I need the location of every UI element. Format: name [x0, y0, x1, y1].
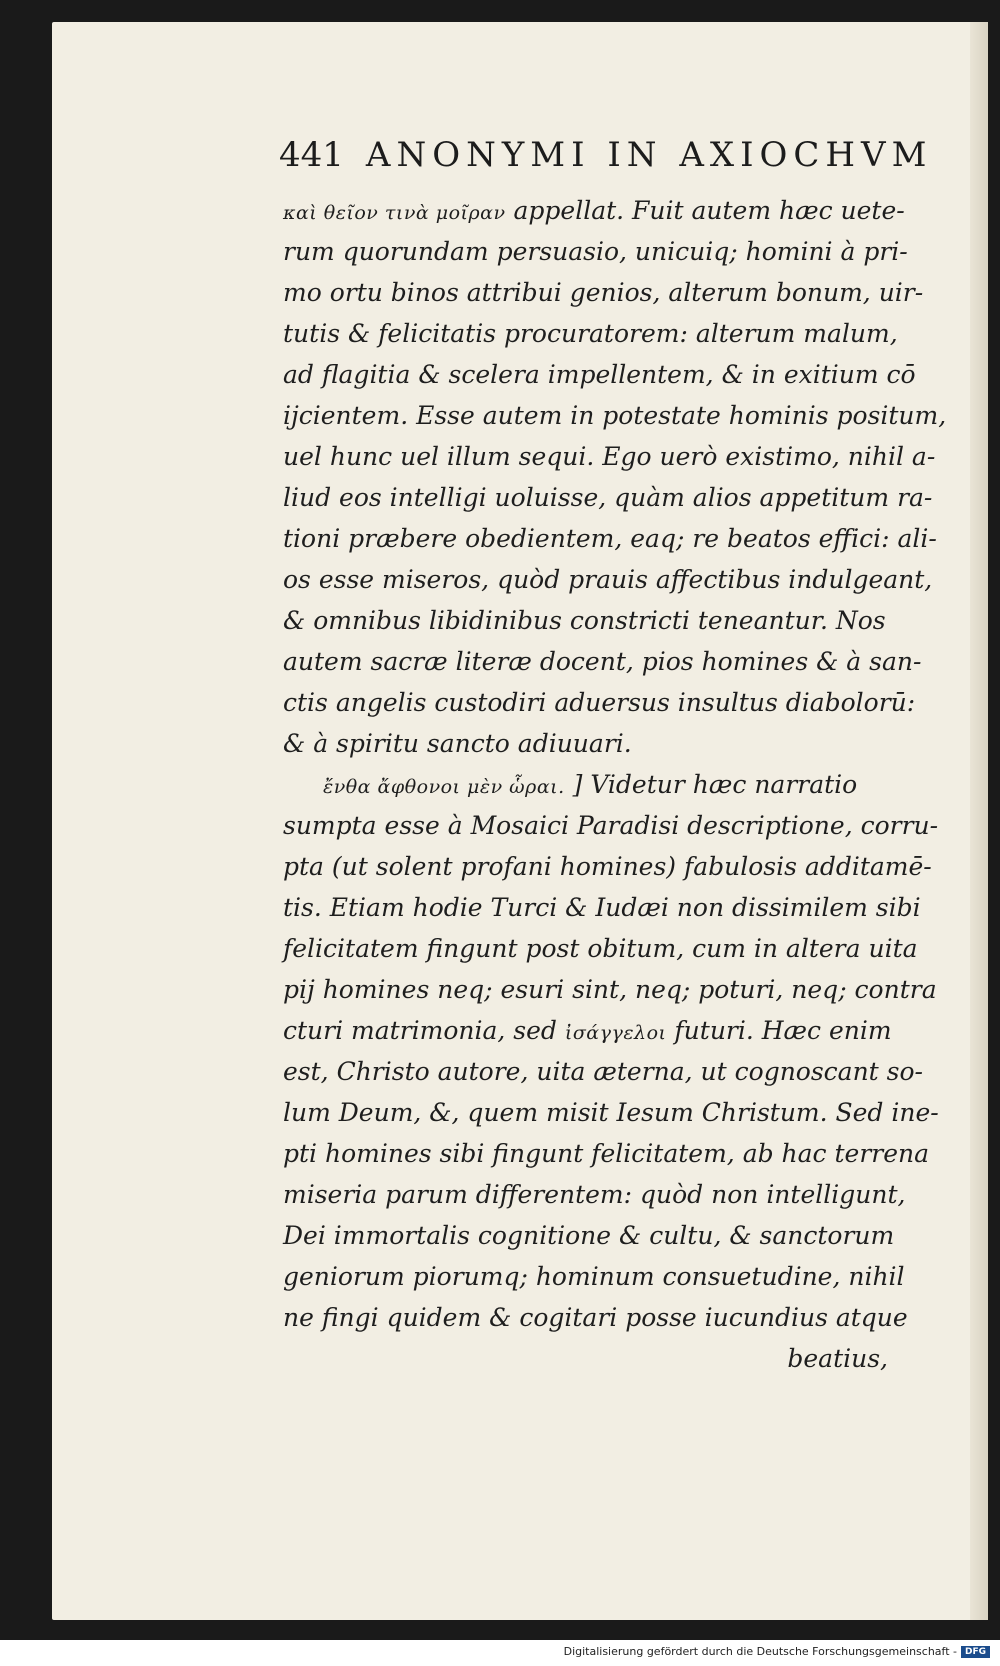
latin-text: rum quorundam persuasio, unicuiq; homini à pri- — [283, 237, 908, 266]
latin-text: pta (ut solent profani homines) fabulosis additamē- — [283, 852, 932, 881]
latin-text: geniorum piorumq; hominum consuetudine, nihil — [283, 1262, 905, 1291]
dfg-logo: DFG — [961, 1646, 990, 1658]
latin-text: felicitatem fingunt post obitum, cum in altera uita — [283, 934, 918, 963]
latin-text: pti homines sibi fingunt felicitatem, ab hac terrena — [283, 1139, 930, 1168]
text-line — [283, 1215, 923, 1256]
latin-text: tioni præbere obedientem, eaq; re beatos effici: ali- — [283, 524, 937, 553]
latin-text: tis. Etiam hodie Turci & Iudæi non dissimilem sibi — [283, 893, 921, 922]
latin-text: tutis & felicitatis procuratorem: alterum malum, — [283, 319, 898, 348]
text-line — [283, 846, 932, 887]
text-line — [283, 641, 923, 682]
latin-text: ] Videtur hæc narratio — [564, 770, 858, 799]
text-line — [283, 1051, 923, 1092]
latin-text: os esse miseros, quòd prauis affectibus indulgeant, — [283, 565, 933, 594]
text-line — [283, 1092, 939, 1133]
text-block — [283, 190, 947, 1379]
text-line — [283, 477, 933, 518]
text-line — [283, 969, 937, 1010]
latin-text: futuri. Hæc enim — [666, 1016, 892, 1045]
text-line — [283, 805, 939, 846]
latin-text: ad flagitia & scelera impellentem, & in exitium cō — [283, 360, 916, 389]
latin-text: pij homines neq; esuri sint, neq; poturi, neq; contra — [283, 975, 937, 1004]
latin-text: sumpta esse à Mosaici Paradisi descriptione, corru- — [283, 811, 939, 840]
text-line — [283, 1256, 923, 1297]
running-head: ANONYMI IN AXIOCHVM — [365, 135, 933, 175]
latin-text: mo ortu binos attribui genios, alterum bonum, uir- — [283, 278, 924, 307]
text-line — [283, 887, 923, 928]
text-line — [283, 764, 923, 805]
text-line — [283, 1297, 923, 1338]
latin-text: & à spiritu sancto adiuuari. — [283, 729, 632, 758]
greek-phrase: καὶ θεῖον τινὰ μοῖραν — [283, 202, 506, 224]
greek-phrase: ἰσάγγελοι — [564, 1022, 667, 1044]
text-line — [283, 231, 923, 272]
page-number: 441 — [279, 135, 344, 175]
latin-text: ctis angelis custodiri aduersus insultus diabolorū: — [283, 688, 916, 717]
latin-text: & omnibus libidinibus constricti teneantur. Nos — [283, 606, 886, 635]
latin-text: beatius, — [787, 1344, 888, 1373]
latin-text: Dei immortalis cognitione & cultu, & sanctorum — [283, 1221, 895, 1250]
page-edge — [970, 22, 988, 1620]
text-line — [283, 1010, 923, 1051]
latin-text: miseria parum differentem: quòd non intelligunt, — [283, 1180, 906, 1209]
greek-phrase: ἔνθα ἄφθονοι μὲν ὧραι. — [323, 776, 565, 798]
latin-text: liud eos intelligi uoluisse, quàm alios appetitum ra- — [283, 483, 933, 512]
text-line — [283, 436, 936, 477]
text-line — [283, 272, 923, 313]
latin-text: ne fingi quidem & cogitari posse iucundius atque — [283, 1303, 908, 1332]
page-header — [279, 135, 933, 181]
latin-text: autem sacræ literæ docent, pios homines & à san- — [283, 647, 922, 676]
text-line — [283, 682, 923, 723]
latin-text: est, Christo autore, uita æterna, ut cognoscant so- — [283, 1057, 924, 1086]
text-line — [283, 1338, 923, 1379]
text-line — [283, 559, 933, 600]
text-line — [283, 518, 937, 559]
text-line — [283, 1133, 930, 1174]
text-line — [283, 723, 923, 764]
text-line — [283, 313, 923, 354]
latin-text: uel hunc uel illum sequi. Ego uerò existimo, nihil a- — [283, 442, 936, 471]
footer — [0, 1645, 990, 1665]
latin-text: ijcientem. Esse autem in potestate hominis positum, — [283, 401, 947, 430]
text-line — [283, 395, 947, 436]
text-line — [283, 600, 923, 641]
text-line — [283, 354, 923, 395]
text-line — [283, 928, 923, 969]
text-line — [283, 1174, 923, 1215]
latin-text: cturi matrimonia, sed — [283, 1016, 565, 1045]
footer-text: Digitalisierung gefördert durch die Deutsche Forschungsgemeinschaft - — [563, 1645, 957, 1658]
text-line — [283, 190, 923, 231]
latin-text: lum Deum, &, quem misit Iesum Christum. Sed ine- — [283, 1098, 939, 1127]
latin-text: appellat. Fuit autem hæc uete- — [505, 196, 905, 225]
